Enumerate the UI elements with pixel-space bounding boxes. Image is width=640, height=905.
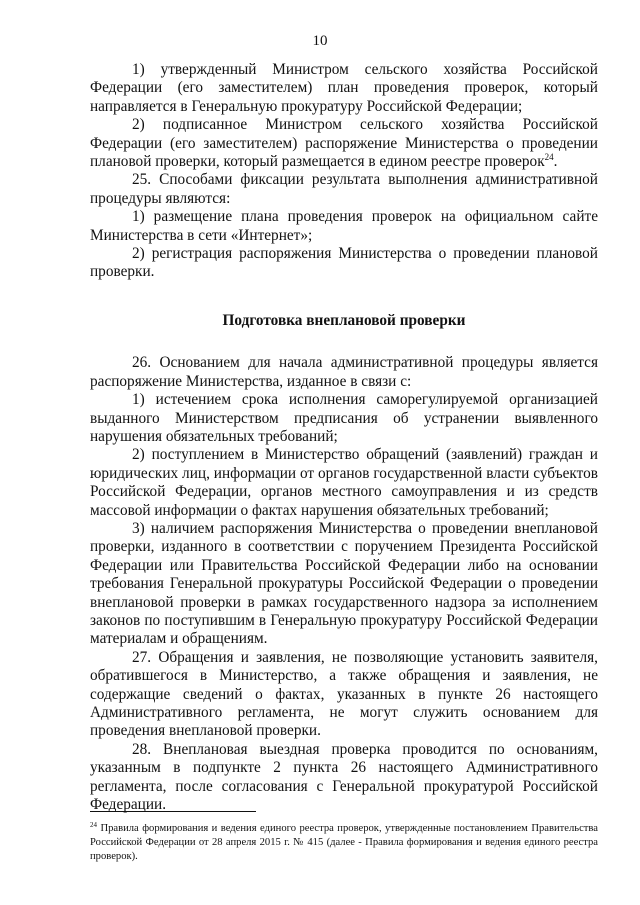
paragraph-text: 2) подписанное Министром сельского хозяйства Российской Федерации (его заместителем) распоряжение Министерства о проведении плановой проверки, который размещается в едином реестре проверок [90, 116, 598, 171]
footnote-reference: 24 [544, 152, 554, 163]
section-heading: Подготовка внеплановой проверки [222, 311, 466, 329]
paragraph: 28. Внеплановая выездная проверка проводится по основаниям, указанным в подпункте 2 пункта 26 настоящего Административного регламента, после согласования с Генеральной прокуратурой Российской Федерации. [90, 740, 598, 814]
paragraph-tail: . [553, 153, 558, 171]
paragraph: 1) утвержденный Министром сельского хозяйства Российской Федерации (его заместителем) план проведения проверок, который направляется в Генеральную прокуратуру Российской Федерации; [90, 61, 598, 115]
footnote-text: Правила формирования и ведения единого реестра проверок, утвержденные постановлением Правительства Российской Федерации от 28 апреля 2015 г. № 415 (далее - Правила формирования и ведения единого реестра проверок). [90, 823, 598, 862]
paragraph: 27. Обращения и заявления, не позволяющие установить заявителя, обратившегося в Министерство, а также обращения и заявления, не содержащие сведений о фактах, указанных в пункте 26 настоящего Административного регламента, не могут служить основанием для проведения внеплановой проверки. [90, 648, 598, 740]
paragraph: 1) истечением срока исполнения саморегулируемой организацией выданного Министерством предписания об устранении выявленного нарушения обязательных требований; [90, 391, 598, 445]
footnote [90, 822, 598, 864]
paragraph: 25. Способами фиксации результата выполнения административной процедуры являются: [90, 171, 598, 207]
footnote-marker: 24 [90, 821, 97, 829]
paragraph: 2) регистрация распоряжения Министерства о проведении плановой проверки. [90, 245, 598, 281]
document-body [90, 61, 598, 814]
paragraph-with-footnote [90, 116, 598, 171]
paragraph: 26. Основанием для начала административной процедуры является распоряжение Министерства, изданное в связи с: [90, 354, 598, 390]
footnote-divider [90, 811, 256, 812]
paragraph: 2) поступлением в Министерство обращений (заявлений) граждан и юридических лиц, информации от органов государственной власти субъектов Российской Федерации, органов местного самоуправления и из средств массовой информации о фактах нарушения обязательных требований; [90, 446, 598, 519]
page-number: 10 [312, 33, 328, 49]
paragraph: 3) наличием распоряжения Министерства о проведении внеплановой проверки, изданного в соответствии с поручением Президента Российской Федерации или Правительства Российской Федерации либо на основании требования Генеральной прокуратуры Российской Федерации о проведении внеплановой проверки в рамках государственного надзора за исполнением законов по поступившим в Генеральную прокуратуру Российской Федерации материалам и обращениям. [90, 519, 598, 648]
paragraph: 1) размещение плана проведения проверок на официальном сайте Министерства в сети «Интернет»; [90, 208, 598, 244]
